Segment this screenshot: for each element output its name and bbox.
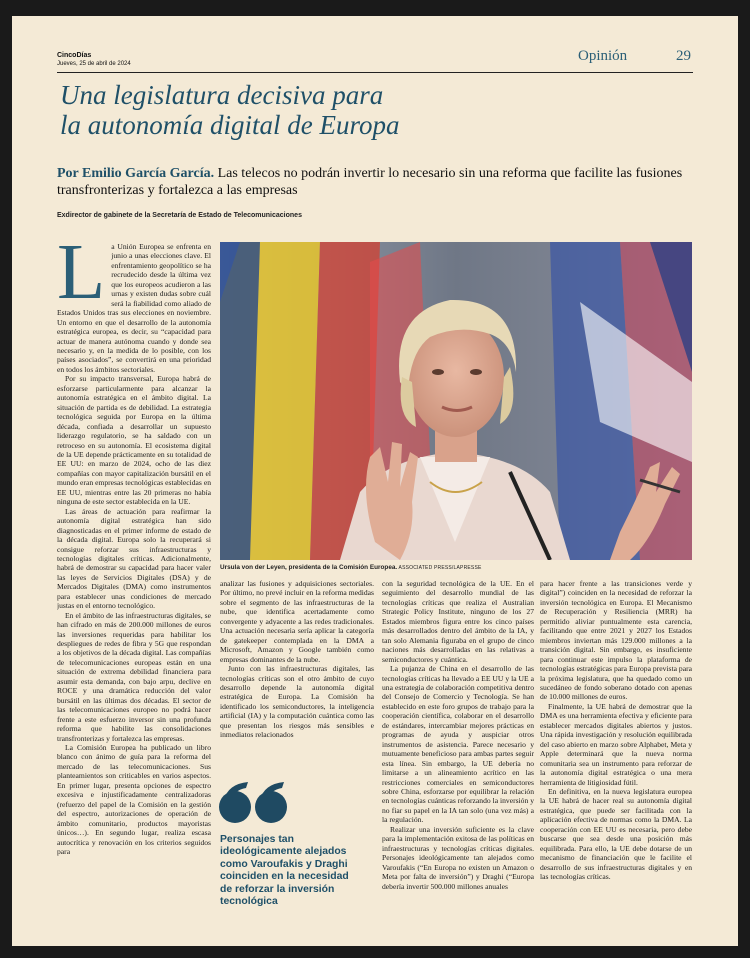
quote-mark-icon [218, 780, 292, 829]
paragraph: La Unión Europea se enfrenta en junio a unas elecciones clave. El enfrentamiento geopolítico se ha recrudecido desde la última vez que los europeos acudieron a las urnas y existen dudas sobre cuál será la fiabilidad como aliado de Estados Unidos tras sus elecciones en noviembre. Un entorno en que el desarrollo de la autonomía estratégica europea, es decir, su “capacidad para actuar de manera autónoma cuando y donde sea necesario y, en la medida de lo posible, con los países asociados”, se convertirá en una prioridad en todos los ámbitos sectoriales. [57, 242, 211, 374]
paragraph: Junto con las infraestructuras digitales, las tecnologías críticas son el otro ámbito de cuyo desarrollo depende la autonomía digital estratégica de Europa. La Comisión ha identificado los semiconductores, la inteligencia artificial (IA) y la computación cuántica como las que presentan los riesgos más sensibles e inmediatos relacionados [220, 664, 374, 740]
drop-cap: L [57, 242, 106, 316]
paragraph: La Comisión Europea ha publicado un libro blanco con ánimo de guía para la reforma del mercado de las telecomunicaciones. Sus planteamientos son criticables en varios aspectos. En primer lugar, presenta opciones de espectro excesiva e injustificadamente centralizadoras (refuerzo del papel de la Comisión en la gestión del espectro, autorizaciones de operación de ámbito comunitario, productos mayoristas únicos…). En segundo lugar, realiza escasa autocrítica y renovación en los criterios seguidos para [57, 743, 211, 856]
body-column-1 [57, 242, 211, 942]
paragraph: Las áreas de actuación para reafirmar la autonomía digital estratégica han sido diagnosticadas en el primer informe de estado de la década digital. Europa solo la recuperará si consigue reforzar sus infraestructuras y tecnologías digitales críticas. Adicionalmente, habrá de demostrar su capacidad para hacer valer las leyes de Servicios Digitales (DSA) y de Mercados Digitales (DMA) como instrumentos para establecer unas condiciones de mercado justas en el entorno tecnológico. [57, 506, 211, 611]
body-column-4 [540, 579, 692, 944]
paragraph: para hacer frente a las transiciones verde y digital”) coinciden en la necesidad de reforzar la inversión tecnológica en Europa. El Mecanismo de Recuperación y Resiliencia (MRR) ha permitido aliviar puntualmente esta carencia, facilitando que entre 2021 y 2027 los Estados miembros inviertan más 129.000 millones a la transición digital. Sin embargo, es insuficiente para continuar este impulso la plataforma de tecnologías estratégicas para Europa prevista para la próxima legislatura, que ha quedado como un sucedáneo de fondo soberano dotado con apenas de 10.000 millones de euros. [540, 579, 692, 702]
header-rule [57, 72, 693, 73]
paragraph: Finalmente, la UE habrá de demostrar que la DMA es una herramienta efectiva y eficiente para establecer mercados digitales abiertos y justos. Una rápida investigación y resolución equilibrada del caso abierto en marzo sobre Alphabet, Meta y Apple determinará que la nueva norma comunitaria sea un instrumento para reforzar de la autonomía digital estratégica o una mera herramienta de litigiosidad fútil. [540, 701, 692, 787]
author-role: Exdirector de gabinete de la Secretaría de Estado de Telecomunicaciones [57, 212, 302, 219]
deck-text: Las telecos no podrán invertir lo necesario sin una reforma que facilite las fusiones transfronterizas y fortalezca a las empresas [57, 166, 683, 198]
paragraph: Realizar una inversión suficiente es la clave para la implementación exitosa de las políticas en infraestructuras y tecnologías críticas digitales. Personajes ideológicamente tan alejados como Varoufakis (“En Europa no existen un Amazon o Meta por falta de inversión”) y Draghi (“Europa debería invertir 500.000 millones anuales [382, 824, 534, 891]
photo-credit: ASSOCIATED PRESS/LAPRESSE [397, 565, 482, 571]
body-column-3 [382, 579, 534, 944]
pull-quote: Personajes tan ideológicamente alejados como Varoufakis y Draghi coinciden en la necesidad de reforzar la inversión tecnológica [220, 834, 349, 908]
paragraph: En el ámbito de las infraestructuras digitales, se han cifrado en más de 200.000 millones de euros las inversiones requeridas para habilitar los despliegues de redes de fibra y 5G que respondan a los objetivos de la década digital. Las compañías de telecomunicaciones europeas están en una situación de extrema debilidad financiera para asumir esta demanda, con bajo arpu, declive en ROCE y una dramática reducción del valor bursátil en las últimas dos décadas. El sector de las telecomunicaciones europeo no podrá hacer frente a este esfuerzo inversor sin una profunda reforma que habilite las consolidaciones transfronterizas y fortalezca las empresas. [57, 610, 211, 743]
deck [57, 165, 693, 199]
paragraph: con la seguridad tecnológica de la UE. En el seguimiento del desarrollo mundial de las tecnologías críticas que realiza el Australian Strategic Policy Institute, ninguno de los 27 Estados miembros figura entre los cinco países más desarrollados dentro del ámbito de la IA, y tan solo Alemania figuraba en el grupo de cinco naciones más desarrolladas en las relativas a semiconductores y cuántica. [382, 579, 534, 664]
masthead-date: Jueves, 25 de abril de 2024 [57, 61, 131, 67]
photo-caption [220, 564, 692, 571]
paragraph: Por su impacto transversal, Europa habrá de esforzarse particularmente para alcanzar la autonomía estratégica en el ámbito digital. La situación de partida es de debilidad. La estrategia tecnológica seguida por Europa en la última década, confiada a desarrollar un supuesto liderazgo regulatorio, se ha saldado con un retroceso en su autonomía. El ecosistema digital de la UE depende prácticamente en su totalidad de EE UU: en marzo de 2024, ocho de las diez compañías con mayor capitalización bursátil en el mundo eran empresas tecnológicas establecidas en EE UU, mientras entre las 20 primeras no había ninguna de este sector establecida en la UE. [57, 374, 211, 507]
paragraph: En definitiva, en la nueva legislatura europea la UE habrá de hacer real su autonomía digital estratégica, que puede ser facilitada con la aplicación efectiva de normas como la DMA. La cooperación con EE UU es necesaria, pero debe buscarse que sea desde una posición más equilibrada. Para ello, la UE debe dotarse de un mecanismo de financiación que le facilite el desarrollo de sus infraestructuras digitales y en las tecnologías críticas. [540, 786, 692, 882]
body-column-2 [220, 579, 374, 769]
masthead-brand: CincoDías [57, 52, 92, 59]
headline-line-1: Una legislatura decisiva para [60, 80, 384, 110]
headline [60, 80, 660, 140]
headline-line-2: la autonomía digital de Europa [60, 110, 400, 140]
newspaper-page [12, 16, 738, 946]
masthead [57, 52, 131, 68]
section-label: Opinión [578, 48, 628, 64]
paragraph: La pujanza de China en el desarrollo de las tecnologías críticas ha llevado a EE UU y la UE a una estrategia de colaboración competitiva dentro del Consejo de Comercio y Tecnología. Se han establecido en este foro grupos de trabajo para la cooperación científica, colaborar en el desarrollo de estándares, intercambiar mejores prácticas en programas de ayuda y auspiciar otros instrumentos de asistencia. Parece necesario y mutuamente beneficioso para ambas partes seguir esta línea. Sin embargo, la UE debería no limitarse a un alineamiento acrítico en las restricciones comerciales en semiconductores sobre China, esforzarse por equilibrar la relación en tecnologías cuánticas reforzando la inversión y no fiar su papel en la IA tan solo (una vez más) a la regulación. [382, 664, 534, 825]
page-number: 29 [676, 48, 691, 64]
paragraph: analizar las fusiones y adquisiciones sectoriales. Por último, no prevé incluir en la reforma medidas sobre el segmento de las infraestructuras de la nube, que identifica acertadamente como convergente y adyacente a las redes tradicionales. Una actuación necesaria sería aplicar la categoría de gatekeeper contemplada en la DMA a Microsoft, Amazon y Google también como empresas dominantes de la nube. [220, 579, 374, 664]
article-photo [220, 242, 692, 560]
photo-illustration [220, 242, 692, 560]
caption-text: Ursula von der Leyen, presidenta de la Comisión Europea. [220, 564, 398, 571]
author-name: Por Emilio García García. [57, 166, 215, 181]
